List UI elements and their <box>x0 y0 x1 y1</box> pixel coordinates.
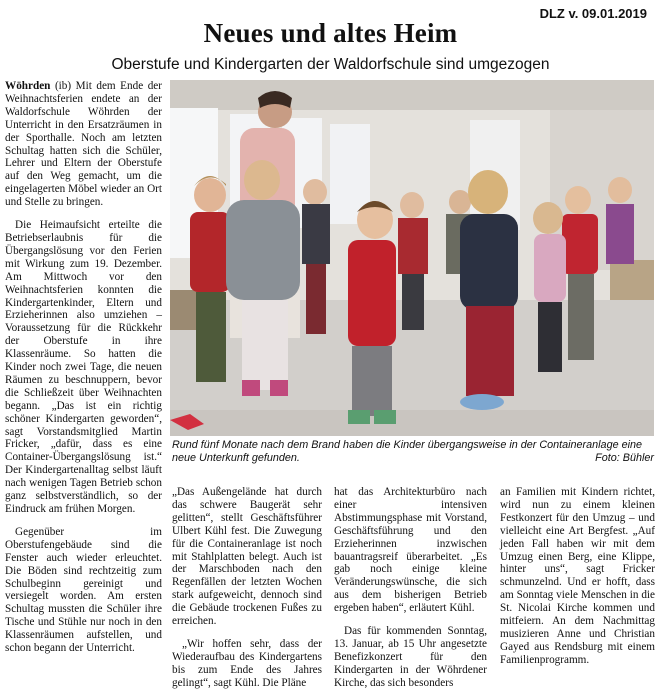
column-4 <box>500 486 655 677</box>
paragraph: „Wir hoffen sehr, dass der Wiederaufbau des Kindergartens bis zum Ende des Jahres gelingt“, sagt Kühl. Die Pläne <box>172 637 322 689</box>
subheadline: Oberstufe und Kindergarten der Waldorfschule sind umgezogen <box>111 56 550 73</box>
caption-text: Rund fünf Monate nach dem Brand haben die Kinder übergangsweise in der Containeranlage eine neue Unterkunft gefunden. <box>172 439 642 464</box>
photo-caption <box>172 439 654 464</box>
source-date: DLZ v. 09.01.2019 <box>539 6 647 21</box>
column-3 <box>334 486 487 700</box>
intro-text: (ib) Mit dem Ende der Weihnachtsferien endete an der Waldorfschule Wöhrden der Unterricht in den Ersatzräumen in der Sporthalle. Noch am letzten Schultag hatten sich die Schüler, Lehrer und Eltern der Oberstufe auf den Weg gemacht, um die eingelagerten Möbel wieder an Ort und Stelle zu bringen. <box>5 80 163 209</box>
paragraph: „Das Außengelände hat durch das schwere Baugerät sehr gelitten“, stellt Geschäftsführer Ulbert Kühl fest. Die Zuwegung für die Containeranlage ist noch mit Stahlplatten belegt. Auch ist der Marschboden nach den Regenfällen der letzten Wochen stark aufgeweicht, dennoch sind die Gebäude trockenen Fußes zu erreichen. <box>172 486 322 628</box>
paragraph: Die Heimaufsicht erteilte die Betriebserlaubnis für die Übergangslösung vor den Ferien mit Wirkung zum 19. Dezember. Am Mittwoch vor den Weihnachtsferien konnten die Kindergartenkinder, Eltern und Erzieherinnen also umziehen – Voraussetzung für die Rückkehr der Oberstufe in ihre Klassenräume. So hatten die Kinder noch zwei Tage, die neuen Räumen zu beschnuppern, bevor die Schließzeit über Weihnachten begann. „Das ist ein richtig schöner Kindergarten geworden“, sagt Vorstandsmitglied Martin Fricker, „dafür, dass es eine Container-Übergangslösung ist.“ Der Kindergartenalltag selbst läuft nach wenigen Tagen Betrieb schon ganz selbstverständlich, so der Eindruck am frühen Morgen. <box>5 219 162 515</box>
dateline: Wöhrden <box>5 80 51 92</box>
column-1 <box>5 80 162 665</box>
column-2 <box>172 486 322 700</box>
photo-children-dancing <box>170 80 654 436</box>
paragraph: Das für kommenden Sonntag, 13. Januar, ab 15 Uhr angesetzte Benefizkonzert für den Kindergarten in der Wöhrdener Kirche, das sich besonders <box>334 625 487 689</box>
photo-credit: Foto: Bühler <box>595 451 654 464</box>
photo-illustration <box>170 80 654 436</box>
headline: Neues und altes Heim <box>203 18 458 48</box>
paragraph-intro <box>5 80 162 209</box>
paragraph: hat das Architekturbüro nach einer intensiven Abstimmungsphase mit Vorstand, Geschäftsführung und den Erzieherinnen inzwischen bauantragsreif überarbeitet. „Es gab noch einige kleine Veränderungswünsche, die sich aus dem bisherigen Betrieb ergeben haben“, erläutert Kühl. <box>334 486 487 615</box>
paragraph: Gegenüber im Oberstufengebäude sind die Fenster auch wieder erleuchtet. Die Böden sind rechtzeitig zum Schulbeginn gereinigt und versiegelt worden. Am ersten Schultag mussten die Schüler ihre Tische und Stühle nur noch in den Klassenräumen aufstellen, und schon begann der Unterricht. <box>5 525 162 655</box>
paragraph: an Familien mit Kindern richtet, wird nun zu einem kleinen Festkonzert für den Umzug – und vielleicht eine Art Bergfest. „Auf jeden Fall haben wir mit dem Umzug einen Berg, eine Klippe, hinter uns“, sagt Fricker schmunzelnd. Und er hofft, dass am Sonntag viele Menschen in die St. Nicolai Kirche kommen und mitfeiern. An dem Nachmittag musizieren Anne und Christian Gayed aus Rendsburg mit einem Familienprogramm. <box>500 486 655 666</box>
